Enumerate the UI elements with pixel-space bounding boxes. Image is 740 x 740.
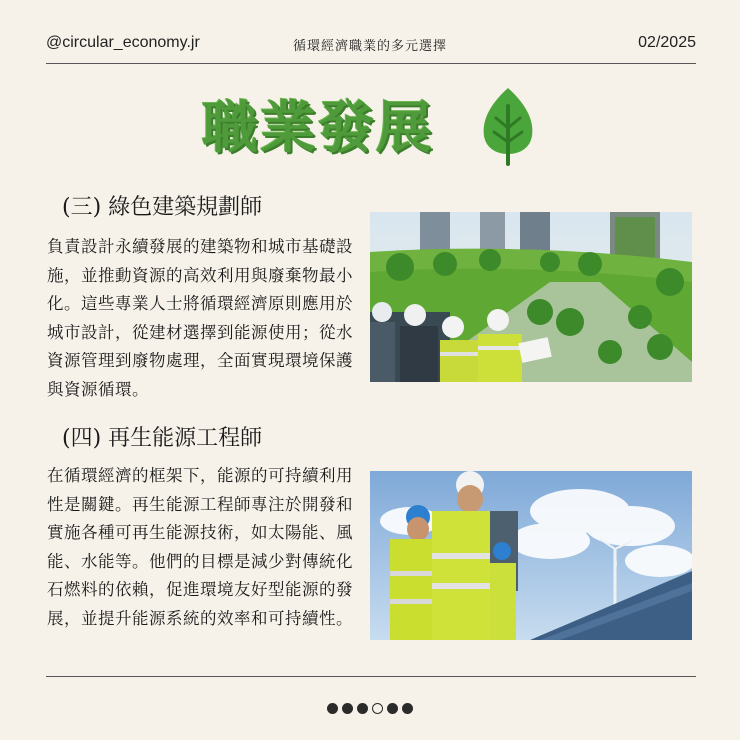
pagination-dot[interactable] — [402, 703, 413, 714]
leaf-icon — [478, 84, 538, 166]
pagination-dot[interactable] — [342, 703, 353, 714]
pagination-dot[interactable] — [327, 703, 338, 714]
title-area — [0, 84, 740, 174]
renewable-engineers-photo — [370, 471, 692, 640]
pagination-dot[interactable] — [357, 703, 368, 714]
section-body-green-architect: 負責設計永續發展的建築物和城市基礎設施，並推動資源的高效利用與廢棄物最小化。這些專業人士將循環經濟原則應用於城市設計，從建材選擇到能源使用；從水資源管理到廢物處理，全面實現環境保護與資源循環。 — [47, 237, 353, 399]
account-handle: @circular_economy.jr — [46, 34, 200, 51]
pagination-dots — [0, 698, 740, 712]
header — [0, 0, 740, 60]
section-heading-renewable-engineer: (四) 再生能源工程師 — [62, 426, 263, 451]
section-body-renewable-engineer: 在循環經濟的框架下，能源的可持續利用性是關鍵。再生能源工程師專注於開發和實施各種可再生能源技術，如太陽能、風能、水能等。他們的目標是減少對傳統化石燃料的依賴，促進環境友好型能源的發展，並提升能源系統的效率和可持續性。 — [47, 466, 353, 628]
top-divider — [46, 63, 696, 64]
pagination-dot-current[interactable] — [372, 703, 383, 714]
page-title: 職業發展 — [202, 96, 434, 161]
bottom-divider — [46, 676, 696, 677]
section-heading-green-architect: (三) 綠色建築規劃師 — [62, 195, 263, 220]
post-date: 02/2025 — [638, 34, 696, 51]
green-city-photo — [370, 212, 692, 382]
series-title: 循環經濟職業的多元選擇 — [292, 39, 447, 54]
pagination-dot[interactable] — [387, 703, 398, 714]
